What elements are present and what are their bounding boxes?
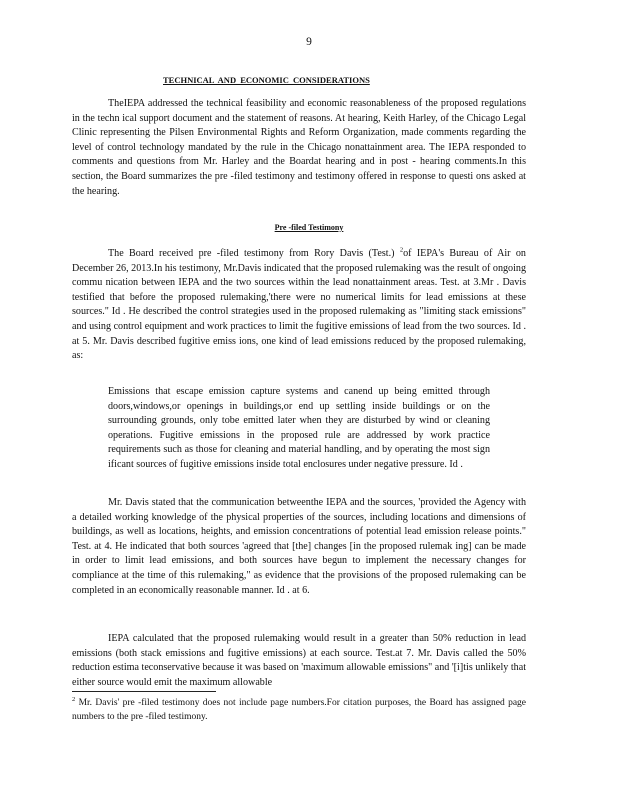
paragraph-intro: TheIEPA addressed the technical feasibility and economic reasonableness of the proposed regulations in the techn ical support document and the statement of reasons. At hearing, Keith Harley, of the Chicago Legal Clinic representing the Pilsen Environmental Rights and Reform Organization, made comments regarding the level of control technology mandated by the rule in the Chicago nonattainment area. The IEPA responded to comments and questions from Mr. Harley and the Boardat hearing and in post - hearing comments.In this section, the Board summarizes the pre -filed testimony and testimony offered in response to questi ons asked at the hearing. xyxy=(72,98,526,197)
footnote-number: 2 xyxy=(72,695,76,703)
block-quote-fugitive-emissions: Emissions that escape emission capture systems and canend up being emitted through doors,windows,or openings in buildings,or end up settling inside buildings or on the surrounding grounds, only tobe emitted later when they are disturbed by wind or cleaning operations. Fugitive emissions in the proposed rule are addressed by work practice requirements such as those for cleaning and material handling, and by operating the most sign ificant sources of fugitive emissions inside total enclosures under negative pressure. Id . xyxy=(108,386,490,470)
subsection-heading: Pre -filed Testimony xyxy=(274,223,344,232)
section-heading: TECHNICAL AND ECONOMIC CONSIDERATIONS xyxy=(163,75,370,85)
paragraph-davis-testimony-part2: of IEPA's Bureau of Air on December 26, 2013.In his testimony, Mr.Davis indicated that the proposed rulemaking was the result of ongoing commu nication between IEPA and the two sources within the lead nonattainment areas. Test. at 3.Mr . Davis testified that before the proposed rulemaking,'there were no numerical limits for lead emissions at these sources." Id . He described the control strategies used in the proposed rulemaking as "limiting stack emissions" and using control equipment and work practices to limit the fugitive emissions of lead from the two sources. Id . at 5. Mr. Davis described fugitive emiss ions, one kind of lead emissions reduced by the proposed rulemaking, as: xyxy=(72,248,526,362)
paragraph-communication: Mr. Davis stated that the communication betweenthe IEPA and the sources, 'provided the Agency with a detailed working knowledge of the physical properties of the sources, including locations and dimensions of buildings, as well as locations, heights, and emission concentrations of potential lead emission release points." Test. at 4. He indicated that both sources 'agreed that [the] changes [in the proposed rulemak ing] can be made in order to limit lead emissions, and both sources have begun to implement the necessary changes for compliance at the time of this rulemaking," as evidence that the provisions of the proposed rulemaking can be completed in an economically reasonable manner. Id . at 6. xyxy=(72,497,526,596)
paragraph-davis-testimony xyxy=(72,247,526,364)
footnote-divider xyxy=(72,691,216,692)
paragraph-davis-testimony-part1: The Board received pre -filed testimony from Rory Davis (Test.) xyxy=(108,248,400,259)
footnote xyxy=(72,697,526,725)
paragraph-reduction: IEPA calculated that the proposed rulemaking would result in a greater than 50% reduction in lead emissions (both stack emissions and fugitive emissions) at each source. Test.at 7. Mr. Davis called the 50% reduction estima teconservative because it was based on 'maximum allowable emissions" and '[i]tis unlikely that either source would emit the maximum allowable xyxy=(72,633,527,688)
footnote-reference: 2 xyxy=(399,246,404,254)
page-number: 9 xyxy=(306,36,312,48)
footnote-text: Mr. Davis' pre -filed testimony does not include page numbers.For citation purposes, the Board has assigned page numbers to the pre -filed testimony. xyxy=(72,698,526,722)
